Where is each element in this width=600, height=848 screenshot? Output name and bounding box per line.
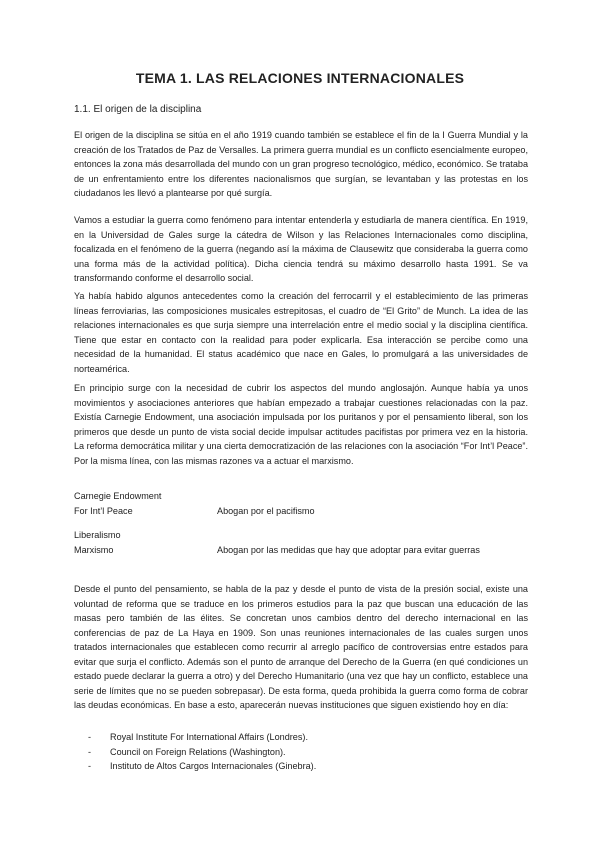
group-line-2: For Int’l Peace <box>74 505 133 516</box>
list-item <box>74 730 528 745</box>
measures-group <box>74 528 528 557</box>
paragraph-5: Desde el punto del pensamiento, se habla de la paz y desde el punto de vista de la presión social, existe una voluntad de reforma que se traduce en los primeros estudios para la paz que buscan una educación de las masas pero también de las élites. Se concretan unos cambios dentro del derecho internacional en las conferencias de paz de La Haya en 1909. Son unas reuniones internacionales de las cuales surgen unos tratados internacionales que establecen como recurrir al arreglo pacífico de controversias entre estados para evitar que surja el conflicto. Además son el punto de arranque del Derecho de la Guerra (en qué condiciones un estado puede declarar la guerra a otro) y del Derecho Humanitario (una vez que hay un conflicto, establece una serie de límites que no se pueden sobrepasar). De esta forma, queda prohibida la guerra como forma de cobrar las deudas económicas. En base a esto, aparecerán nuevas instituciones que siguen existiendo hoy en día: <box>74 584 528 710</box>
institutions-list <box>74 730 528 774</box>
group-note: Abogan por las medidas que hay que adoptar para evitar guerras <box>217 544 480 555</box>
list-item-text: Instituto de Altos Cargos Internacionales (Ginebra). <box>110 761 317 771</box>
page-title: TEMA 1. LAS RELACIONES INTERNACIONALES <box>135 70 465 86</box>
bullet-dash: - <box>88 761 92 771</box>
paragraph-1: El origen de la disciplina se sitúa en el año 1919 cuando también se establece el fin de la I Guerra Mundial y la creación de los Tratados de Paz de Versalles. La primera guerra mundial es un conflicto esencialmente europeo, entonces la zona más desarrollada del mundo con un gran progreso tecnológico, médico, económico. Se trataba de un enfrentamiento entre los diferentes nacionalismos que surgían, se levantaban y las protestas en los ciudadanos les llevó a plantearse por qué surgía. <box>74 130 528 198</box>
group-line-2: Marxismo <box>74 544 114 555</box>
bullet-dash: - <box>88 746 92 757</box>
group-line-1: Carnegie Endowment <box>74 491 162 501</box>
section-heading: 1.1. El origen de la disciplina <box>74 104 202 115</box>
list-item-text: Council on Foreign Relations (Washington). <box>110 746 286 757</box>
pacifism-group <box>74 489 528 518</box>
group-line-1: Liberalismo <box>74 530 121 540</box>
list-item <box>74 745 528 760</box>
paragraph-3: Ya había habido algunos antecedentes como la creación del ferrocarril y el establecimiento de las primeras líneas ferroviarias, las composiciones musicales estrepitosas, el cuadro de “El Grito” de Munch. La idea de las relaciones internacionales es que surja siempre una interrelación entre el medio social y la disciplina científica. Tiene que estar en contacto con la realidad para poder explicarla. Esa interacción se percibe como una necesidad de la humanidad. El status académico que nace en Gales, lo promulgará a las universidades de norteamérica. <box>74 291 528 374</box>
group-note: Abogan por el pacifismo <box>217 505 315 516</box>
list-item-text: Royal Institute For International Affairs (Londres). <box>110 732 308 742</box>
list-item <box>74 759 528 774</box>
paragraph-2: Vamos a estudiar la guerra como fenómeno para intentar entenderla y estudiarla de manera científica. En 1919, en la Universidad de Gales surge la cátedra de Wilson y las Relaciones Internacionales como disciplina, focalizada en el fenómeno de la guerra (negando así la máxima de Clausewitz que consideraba la guerra como una forma más de la actividad política). Dicha ciencia tendrá su máximo desarrollo hasta 1991. Se va transformando conforme el desarrollo social. <box>74 215 528 283</box>
paragraph-4: En principio surge con la necesidad de cubrir los aspectos del mundo anglosajón. Aunque había ya unos movimientos y asociaciones anteriores que habían empezado a trabajar cuestiones relacionadas con la paz. Existía Carnegie Endowment, una asociación impulsada por los puritanos y por el pensamiento liberal, son los primeros que desde un punto de vista social decide impulsar actitudes pacifistas por primera vez en la historia. La reforma democrática militar y una cierta democratización de las relaciones con la asociación “For Int’l Peace”. Por la misma línea, con las mismas razones va a actuar el marxismo. <box>74 383 528 466</box>
bullet-dash: - <box>88 732 92 742</box>
